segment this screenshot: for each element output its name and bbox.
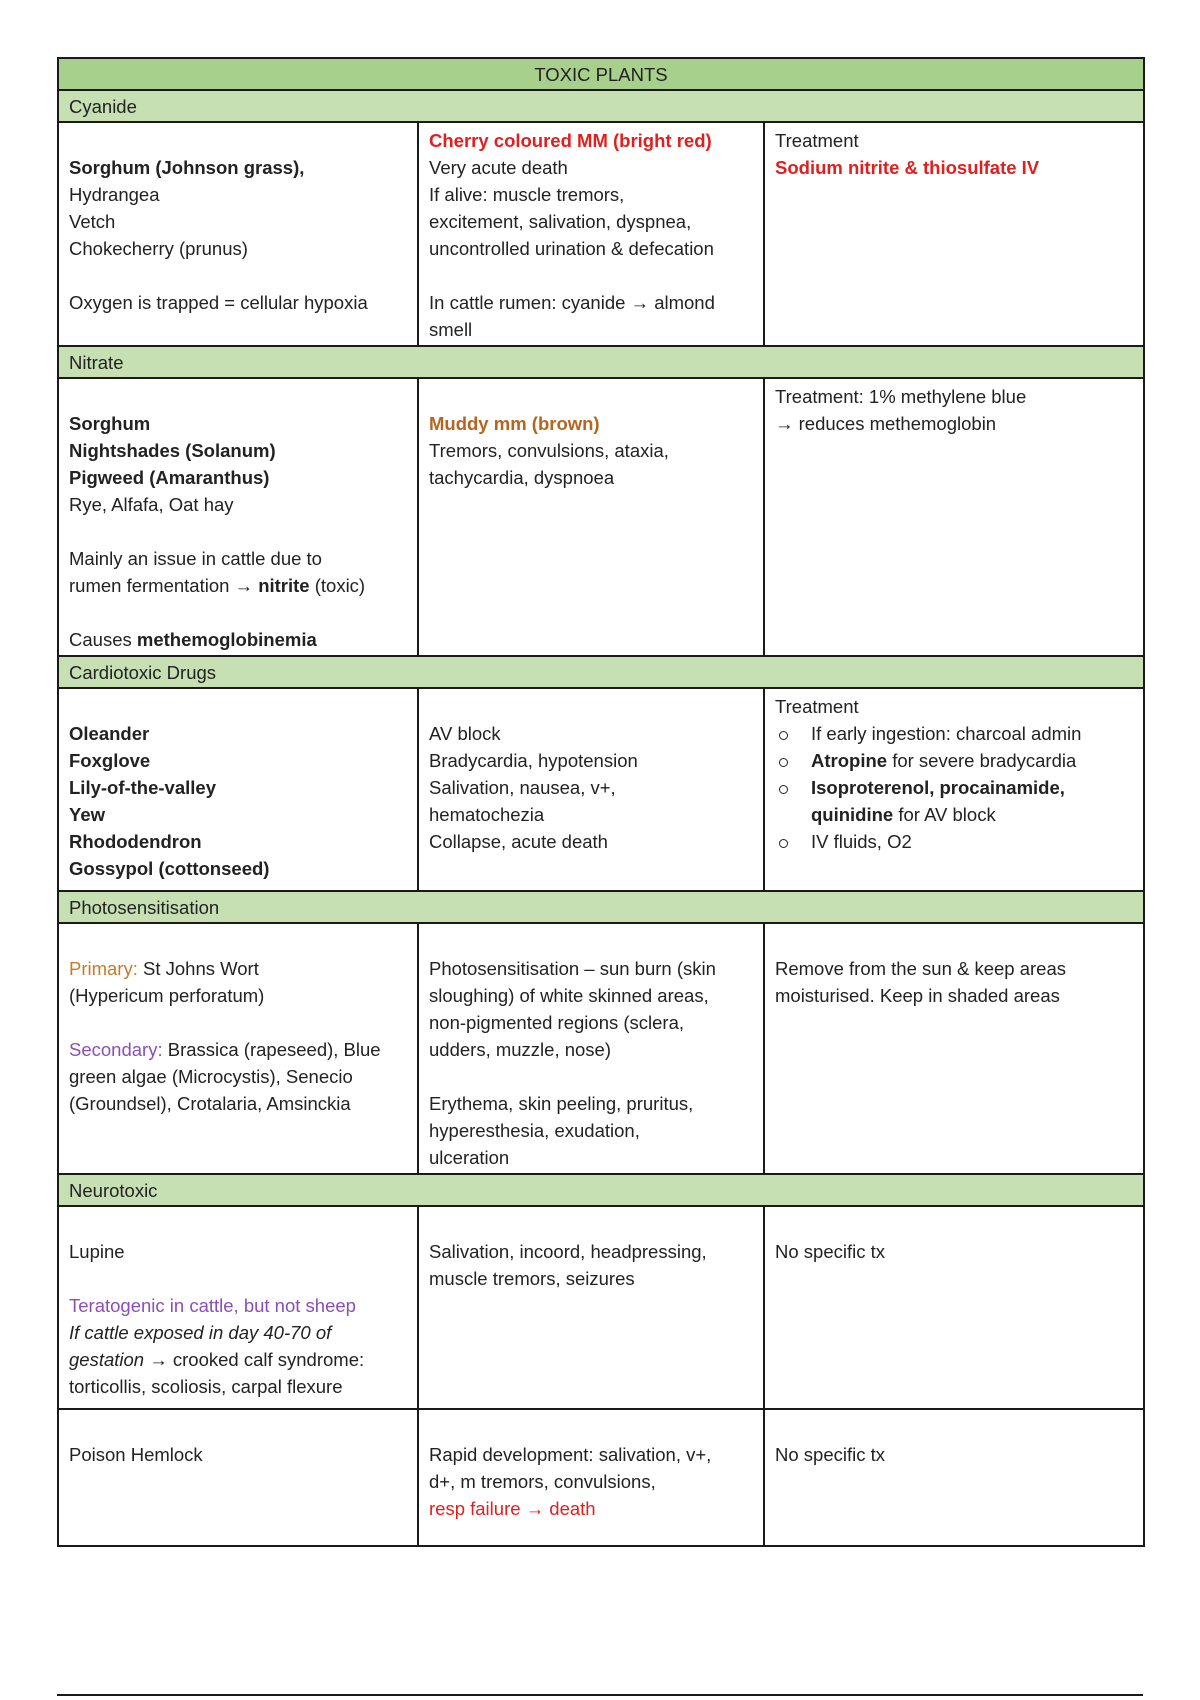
sign-text: sloughing) of white skinned areas,: [429, 985, 709, 1006]
section-header-neurotoxic: [58, 1174, 1144, 1206]
treatment-label: Treatment: [775, 696, 859, 717]
sign-text: If alive: muscle tremors,: [429, 184, 625, 205]
sign-text: In cattle rumen: cyanide → almond: [429, 292, 715, 313]
sign-text: resp failure → death: [429, 1498, 596, 1519]
section-title: Cardiotoxic Drugs: [58, 656, 1144, 688]
table-row-nitrate: [58, 378, 1144, 656]
note-fragment: Causes: [69, 629, 137, 650]
note-text: [69, 626, 407, 653]
plant-name: Poison Hemlock: [69, 1444, 203, 1465]
sign-text: uncontrolled urination & defecation: [429, 238, 714, 259]
note-fragment: nitrite: [258, 575, 310, 596]
treatment-cell: [764, 688, 1144, 891]
plant-name: Lupine: [69, 1241, 125, 1262]
plant-name: Chokecherry (prunus): [69, 238, 248, 259]
sign-text: Bradycardia, hypotension: [429, 750, 638, 771]
drug-name: Atropine: [811, 750, 888, 771]
section-title: Photosensitisation: [58, 891, 1144, 923]
section-title: Neurotoxic: [58, 1174, 1144, 1206]
plant-name: Gossypol (cottonseed): [69, 858, 270, 879]
list-item: [775, 747, 1133, 774]
table-row-lupine: [58, 1206, 1144, 1409]
sign-text: AV block: [429, 723, 501, 744]
plants-cell: [58, 688, 418, 891]
note-text: torticollis, scoliosis, carpal flexure: [69, 1376, 343, 1397]
sign-text: Salivation, nausea, v+,: [429, 777, 616, 798]
note-text: [69, 1346, 407, 1373]
sign-text: Erythema, skin peeling, pruritus,: [429, 1093, 694, 1114]
section-header-photosensitisation: [58, 891, 1144, 923]
type-label: Primary:: [69, 958, 138, 979]
plant-name: Nightshades (Solanum): [69, 440, 276, 461]
drug-name: Isoproterenol, procainamide,: [811, 777, 1065, 798]
note-fragment: gestation →: [69, 1349, 168, 1370]
type-label: Secondary:: [69, 1039, 163, 1060]
treatment-cell: [764, 122, 1144, 346]
plant-entry: [69, 1036, 407, 1063]
section-header-cyanide: [58, 90, 1144, 122]
note-text: If cattle exposed in day 40-70 of: [69, 1322, 332, 1343]
plant-name: Yew: [69, 804, 105, 825]
plants-cell: [58, 1409, 418, 1546]
plant-name: Pigweed (Amaranthus): [69, 467, 270, 488]
treatment-cell: [764, 1409, 1144, 1546]
drug-name: quinidine: [811, 804, 894, 825]
plant-name: Sorghum (Johnson grass),: [69, 157, 305, 178]
plant-name: (Groundsel), Crotalaria, Amsinckia: [69, 1093, 351, 1114]
treatment-cell: [764, 378, 1144, 656]
treatment-list: [775, 720, 1133, 855]
plant-name: Brassica (rapeseed), Blue: [162, 1039, 381, 1060]
treatment-text: Treatment: 1% methylene blue: [775, 386, 1027, 407]
plant-name: Vetch: [69, 211, 116, 232]
note-fragment: (toxic): [309, 575, 366, 596]
plant-name: Oleander: [69, 723, 150, 744]
sign-text: Rapid development: salivation, v+,: [429, 1444, 712, 1465]
treatment-text: moisturised. Keep in shaded areas: [775, 985, 1060, 1006]
section-header-cardiotoxic: [58, 656, 1144, 688]
table-title: TOXIC PLANTS: [58, 58, 1144, 90]
plant-name: Rye, Alfafa, Oat hay: [69, 494, 234, 515]
sign-text: non-pigmented regions (sclera,: [429, 1012, 685, 1033]
sign-text: udders, muzzle, nose): [429, 1039, 612, 1060]
plant-name: St Johns Wort: [137, 958, 259, 979]
sign-text: Photosensitisation – sun burn (skin: [429, 958, 716, 979]
plant-name: Rhododendron: [69, 831, 202, 852]
treatment-text: No specific tx: [775, 1241, 886, 1262]
sign-text: ulceration: [429, 1147, 510, 1168]
sign-text: Very acute death: [429, 157, 568, 178]
treatment-text: → reduces methemoglobin: [775, 413, 997, 434]
signs-cell: [418, 122, 764, 346]
sign-text: Tremors, convulsions, ataxia,: [429, 440, 669, 461]
footer-divider: [57, 1694, 1143, 1696]
signs-cell: [418, 378, 764, 656]
list-item: If early ingestion: charcoal admin: [775, 720, 1133, 747]
plant-name: Hydrangea: [69, 184, 160, 205]
treatment-cell: [764, 1206, 1144, 1409]
sign-text: excitement, salivation, dyspnea,: [429, 211, 692, 232]
table-row-cyanide: [58, 122, 1144, 346]
toxic-plants-table: [57, 57, 1145, 1547]
table-row-cardiotoxic: [58, 688, 1144, 891]
plant-name: green algae (Microcystis), Senecio: [69, 1066, 353, 1087]
mucous-membrane-sign: Muddy mm (brown): [429, 413, 600, 434]
sign-text: tachycardia, dyspnoea: [429, 467, 615, 488]
mucous-membrane-sign: Cherry coloured MM (bright red): [429, 130, 712, 151]
plants-cell: [58, 378, 418, 656]
list-text: for AV block: [893, 804, 996, 825]
sign-text: d+, m tremors, convulsions,: [429, 1471, 656, 1492]
list-item: IV fluids, O2: [775, 828, 1133, 855]
section-header-nitrate: [58, 346, 1144, 378]
plant-name: Foxglove: [69, 750, 151, 771]
sign-text: muscle tremors, seizures: [429, 1268, 635, 1289]
sign-text: Collapse, acute death: [429, 831, 608, 852]
signs-cell: [418, 688, 764, 891]
table-row-photosensitisation: [58, 923, 1144, 1174]
table-row-hemlock: [58, 1409, 1144, 1546]
signs-cell: [418, 1206, 764, 1409]
note-fragment: crooked calf syndrome:: [172, 1349, 365, 1370]
signs-cell: [418, 923, 764, 1174]
section-title: Cyanide: [58, 90, 1144, 122]
treatment-text: No specific tx: [775, 1444, 886, 1465]
note-fragment: methemoglobinemia: [136, 629, 317, 650]
treatment-label: Treatment: [775, 130, 859, 151]
note-fragment: rumen fermentation →: [69, 575, 259, 596]
plants-cell: [58, 923, 418, 1174]
plant-name: (Hypericum perforatum): [69, 985, 265, 1006]
note-text: Teratogenic in cattle, but not sheep: [69, 1295, 356, 1316]
sign-text: Salivation, incoord, headpressing,: [429, 1241, 707, 1262]
treatment-cell: [764, 923, 1144, 1174]
plants-cell: [58, 122, 418, 346]
list-item: [775, 774, 1133, 828]
list-text: for severe bradycardia: [887, 750, 1077, 771]
sign-text: hyperesthesia, exudation,: [429, 1120, 640, 1141]
plant-name: Sorghum: [69, 413, 151, 434]
section-title: Nitrate: [58, 346, 1144, 378]
plants-cell: [58, 1206, 418, 1409]
signs-cell: [418, 1409, 764, 1546]
treatment-text: Remove from the sun & keep areas: [775, 958, 1067, 979]
plant-entry: [69, 955, 407, 982]
treatment-text: Sodium nitrite & thiosulfate IV: [775, 157, 1040, 178]
note-text: [69, 572, 407, 599]
note-text: Oxygen is trapped = cellular hypoxia: [69, 292, 368, 313]
note-text: Mainly an issue in cattle due to: [69, 548, 322, 569]
plant-name: Lily-of-the-valley: [69, 777, 216, 798]
table-title-row: [58, 58, 1144, 90]
sign-text: hematochezia: [429, 804, 545, 825]
sign-text: smell: [429, 319, 473, 340]
